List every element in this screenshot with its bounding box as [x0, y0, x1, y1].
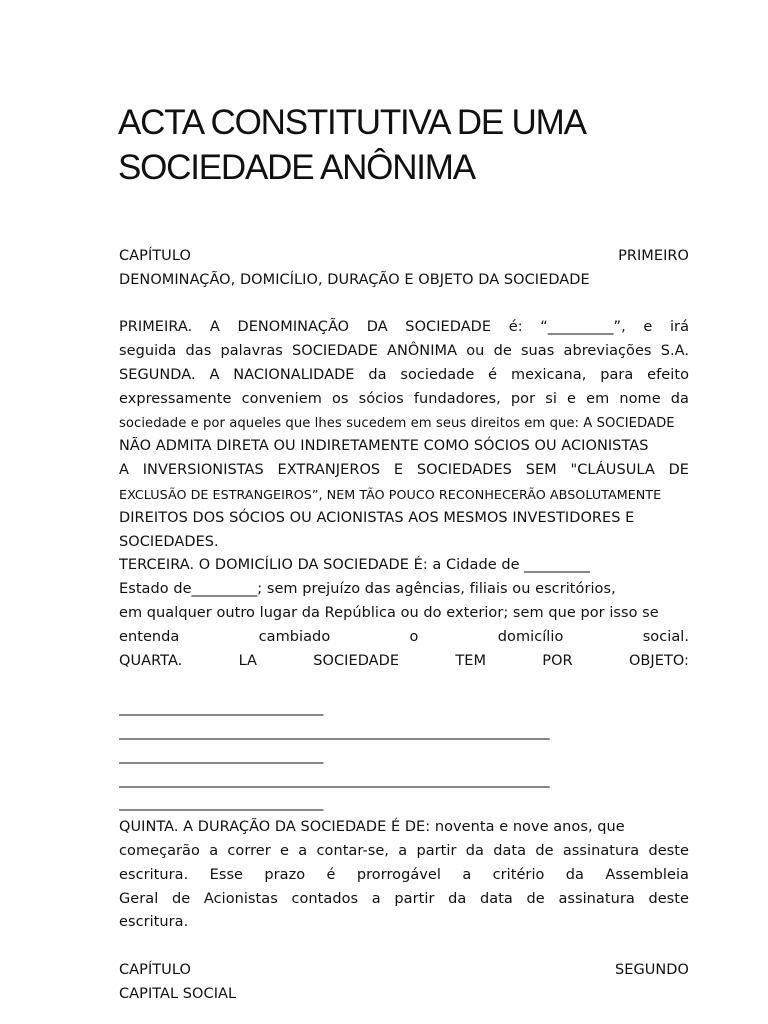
paragraph-line: expressamente conveniem os sócios fundadores, por si e em nome da	[119, 390, 689, 407]
spacer	[119, 935, 689, 959]
chapter-heading	[119, 959, 689, 983]
paragraph-line: Estado de_________; sem prejuízo das agências, filiais ou escritórios,	[119, 581, 616, 598]
blank-fill-line: ____________________________	[119, 700, 324, 717]
title-line-1: ACTA CONSTITUTIVA DE UMA	[118, 103, 586, 142]
paragraph-line: DIREITOS DOS SÓCIOS OU ACIONISTAS AOS MESMOS INVESTIDORES E	[119, 509, 635, 526]
chapter-number: PRIMEIRO	[618, 248, 689, 264]
paragraph-line: QUARTA. LA SOCIEDADE TEM POR OBJETO:	[119, 652, 689, 669]
paragraph-line: escritura. Esse prazo é prorrogável a critério da Assembleia	[119, 866, 689, 883]
chapter-subtitle: DENOMINAÇÃO, DOMICÍLIO, DURAÇÃO E OBJETO DA SOCIEDADE	[119, 271, 590, 288]
paragraph-line: SOCIEDADES.	[119, 533, 219, 550]
paragraph-line: em qualquer outro lugar da República ou do exterior; sem que por isso se	[119, 604, 659, 621]
paragraph-line: QUINTA. A DURAÇÃO DA SOCIEDADE É DE: noventa e nove anos, que	[119, 819, 625, 836]
paragraph-line: EXCLUSÃO DE ESTRANGEIROS”, NEM TÃO POUCO RECONHECERÃO ABSOLUTAMENTE	[119, 486, 662, 502]
paragraph-line: seguida das palavras SOCIEDADE ANÔNIMA ou de suas abreviações S.A.	[119, 343, 689, 360]
chapter-label: CAPÍTULO	[119, 248, 191, 264]
paragraph-line: A INVERSIONISTAS EXTRANJEROS E SOCIEDADES SEM "CLÁUSULA DE	[119, 462, 689, 479]
blank-fill-line: ____________________________	[119, 747, 324, 764]
blank-fill-line: ____________________________	[119, 795, 324, 812]
paragraph-line: entenda cambiado o domicílio social.	[119, 628, 689, 645]
paragraph-line: NÃO ADMITA DIRETA OU INDIRETAMENTE COMO SÓCIOS OU ACIONISTAS	[119, 438, 649, 455]
paragraph-line: PRIMEIRA. A DENOMINAÇÃO DA SOCIEDADE é: “_________”, e irá	[119, 319, 689, 336]
spacer	[119, 673, 689, 697]
paragraph-line: começarão a correr e a contar-se, a partir da data de assinatura deste	[119, 842, 689, 859]
paragraph-line: sociedade e por aqueles que lhes sucedem em seus direitos em que: A SOCIEDADE	[119, 415, 675, 431]
blank-fill-line: ___________________________________________________________	[119, 771, 550, 788]
title-line-2: SOCIEDADE ANÔNIMA	[118, 148, 475, 187]
document-body	[119, 245, 689, 1007]
spacer	[119, 293, 689, 317]
paragraph-line: escritura.	[119, 914, 189, 931]
document-title	[118, 100, 718, 190]
chapter-heading	[119, 245, 689, 269]
paragraph-line: SEGUNDA. A NACIONALIDADE da sociedade é mexicana, para efeito	[119, 366, 689, 383]
paragraph-line: Geral de Acionistas contados a partir da data de assinatura deste	[119, 890, 689, 907]
blank-fill-line: ___________________________________________________________	[119, 723, 550, 740]
chapter-number: SEGUNDO	[615, 961, 689, 978]
chapter-label: CAPÍTULO	[119, 961, 191, 978]
chapter-subtitle: CAPITAL SOCIAL	[119, 985, 237, 1002]
paragraph-line: TERCEIRA. O DOMICÍLIO DA SOCIEDADE É: a Cidade de _________	[119, 557, 590, 574]
